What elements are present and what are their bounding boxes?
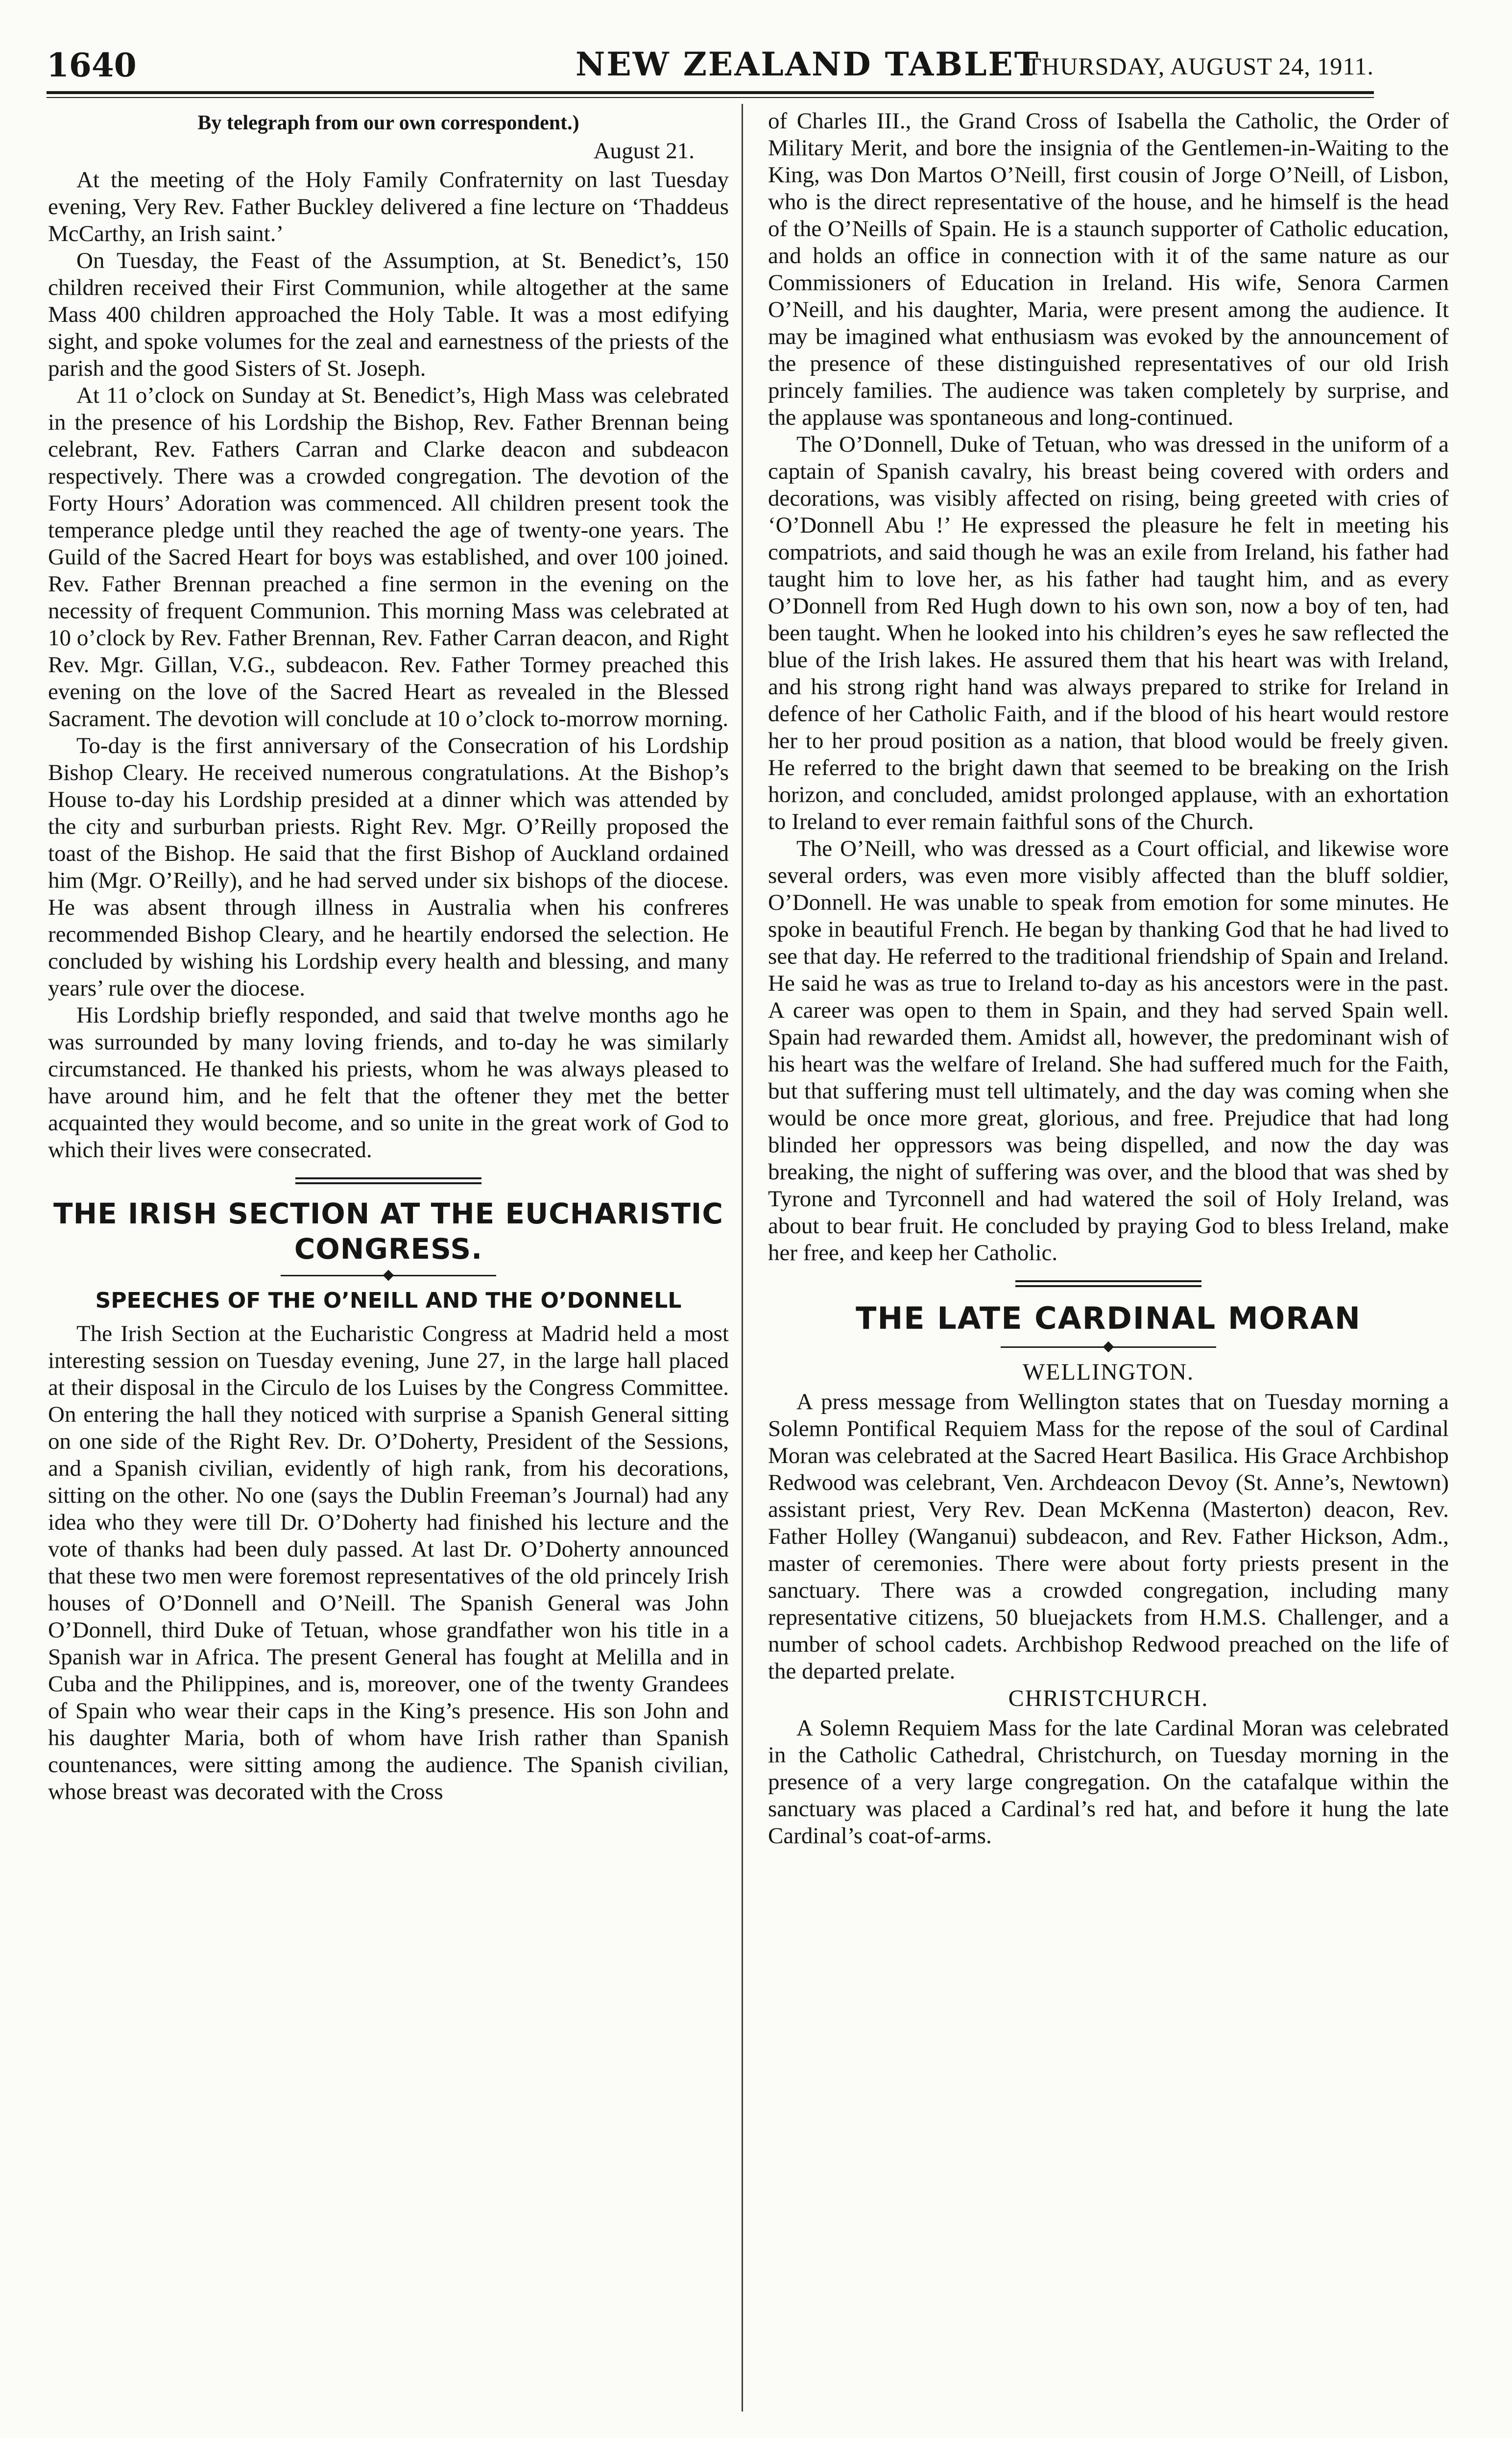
section-separator [295, 1177, 481, 1184]
masthead-rule [47, 91, 1374, 94]
article-paragraph: The Irish Section at the Eucharistic Congress at Madrid held a most interesting session on Tuesday evening, June 27, in the large hall placed at their disposal in the Circulo de los Luises by the Congress Committee. On entering the hall they noticed with surprise a Spanish General sitting on one side of the Right Rev. Dr. O’Doherty, President of the Sessions, and a Spanish civilian, evidently of high rank, from his decorations, sitting on the other. No one (says the Dublin Freeman’s Journal) had any idea who they were till Dr. O’Doherty had finished his lecture and the vote of thanks had been duly passed. At last Dr. O’Doherty announced that these two men were foremost representatives of the old princely Irish houses of O’Donnell and O’Neill. The Spanish General was John O’Donnell, third Duke of Tetuan, whose grandfather won his title in a Spanish war in Africa. The present General has fought at Melilla and in Cuba and the Philippines, and is, moreover, one of the twenty Grandees of Spain who wear their caps in the King’s presence. His son John and his daughter Maria, both of whom have Irish rather than Spanish countenances, were sitting among the audience. The Spanish civilian, whose breast was decorated with the Cross [48, 1321, 729, 1804]
article-paragraph: At 11 o’clock on Sunday at St. Benedict’s, High Mass was celebrated in the presence of his Lordship the Bishop, Rev. Father Brennan being celebrant, Rev. Fathers Carran and Clarke deacon and subdeacon respectively. There was a crowded congregation. The devotion of the Forty Hours’ Adoration was commenced. All children present took the temperance pledge until they reached the age of twenty-one years. The Guild of the Sacred Heart for boys was established, and over 100 joined. Rev. Father Brennan preached a fine sermon in the evening on the necessity of frequent Communion. This morning Mass was celebrated at 10 o’clock by Rev. Father Brennan, Rev. Father Carran deacon, and Right Rev. Mgr. Gillan, V.G., subdeacon. Rev. Father Tormey preached this evening on the love of the Sacred Heart as revealed in the Blessed Sacrament. The devotion will conclude at 10 o’clock to-morrow morning. [48, 383, 729, 731]
section-separator [1015, 1280, 1201, 1287]
article-paragraph: On Tuesday, the Feast of the Assumption, at St. Benedict’s, 150 children received their First Communion, while altogether at the same Mass 400 children approached the Holy Table. It was a most edifying sight, and spoke volumes for the zeal and earnestness of the priests of the parish and the good Sisters of St. Joseph. [48, 248, 729, 381]
article-paragraph: A press message from Wellington states that on Tuesday morning a Solemn Pontifical Requiem Mass for the repose of the soul of Cardinal Moran was celebrated at the Sacred Heart Basilica. His Grace Archbishop Redwood was celebrant, Ven. Archdeacon Devoy (St. Anne’s, Newtown) assistant priest, Very Rev. Dean McKenna (Masterton) deacon, Rev. Father Holley (Wanganui) subdeacon, and Rev. Father Hickson, Adm., master of ceremonies. There were about forty priests present in the sanctuary. There was a crowded congregation, including many representative citizens, 50 bluejackets from H.M.S. Challenger, and a number of school cadets. Archbishop Redwood preached on the life of the departed prelate. [768, 1389, 1449, 1684]
subheadline-speeches: SPEECHES OF THE O’NEILL AND THE O’DONNELL [95, 1288, 682, 1313]
article-paragraph: of Charles III., the Grand Cross of Isabella the Catholic, the Order of Military Merit, and bore the insignia of the Gentlemen-in-Waiting to the King, was Don Martos O’Neill, first cousin of Jorge O’Neill, of Lisbon, who is the direct representative of the house, and he himself is the head of the O’Neills of Spain. He is a staunch supporter of Catholic education, and holds an office in connection with it of the same nature as our Commissioners of Education in Ireland. His wife, Senora Carmen O’Neill, and his daughter, Maria, were present among the audience. It may be imagined what enthusiasm was evoked by the announcement of the presence of these distinguished representatives of our old Irish princely families. The audience was taken completely by surprise, and the applause was spontaneous and long-continued. [768, 108, 1449, 430]
masthead-rule-thin [47, 97, 1374, 98]
ornamental-rule [281, 1271, 496, 1279]
dispatch-date: August 21. [593, 138, 695, 164]
diamond-ornament-icon [1103, 1341, 1114, 1353]
headline-irish-section: THE IRISH SECTION AT THE EUCHARISTIC CONGRESS. [53, 1197, 723, 1266]
issue-date: THURSDAY, AUGUST 24, 1911. [1026, 52, 1374, 80]
left-column [48, 108, 729, 2420]
place-heading-wellington: WELLINGTON. [1022, 1359, 1195, 1385]
article-paragraph: The O’Donnell, Duke of Tetuan, who was dressed in the uniform of a captain of Spanish cavalry, his breast being covered with orders and decorations, was visibly affected on rising, being greeted with cries of ‘O’Donnell Abu !’ He expressed the pleasure he felt in meeting his compatriots, and said though he was an exile from Ireland, his father had taught him to love her, as his father had taught him, and as every O’Donnell from Red Hugh down to his own son, now a boy of ten, had been taught. When he looked into his children’s eyes he saw reflected the blue of the Irish lakes. He assured them that his heart was with Ireland, and his strong right hand was always prepared to strike for Ireland in defence of her Catholic Faith, and if the blood of his heart would restore her to her proud position as a nation, that blood would be freely given. He referred to the bright dawn that seemed to be breaking on the Irish horizon, and concluded, amidst prolonged applause, with an exhortation to Ireland to ever remain faithful sons of the Church. [768, 432, 1449, 834]
byline: By telegraph from our own correspondent.) [197, 112, 579, 134]
article-paragraph: His Lordship briefly responded, and said that twelve months ago he was surrounded by many loving friends, and to-day he was similarly circumstanced. He thanked his priests, whom he was always pleased to have around him, and he felt that the oftener they met the better acquainted they would become, and so unite in the great work of God to which their lives were consecrated. [48, 1002, 729, 1163]
newspaper-title: NEW ZEALAND TABLET [576, 45, 1040, 83]
place-heading-christchurch: CHRISTCHURCH. [1008, 1685, 1209, 1711]
column-divider [742, 104, 743, 2412]
headline-cardinal-moran: THE LATE CARDINAL MORAN [856, 1300, 1361, 1336]
article-paragraph: The O’Neill, who was dressed as a Court official, and likewise wore several orders, was even more visibly affected than the bluff soldier, O’Donnell. He was unable to speak from emotion for some minutes. He spoke in beautiful French. He began by thanking God that he had lived to see that day. He referred to the traditional friendship of Spain and Ireland. He said he was as true to Ireland to-day as his ancestors were in the past. A career was open to them in Spain, and they had served Spain well. Spain had rewarded them. Amidst all, however, the predominant wish of his heart was the welfare of Ireland. She had suffered much for the Faith, but that suffering must tell ultimately, and the day was coming when she would be once more great, glorious, and free. Prejudice that had long blinded her oppressors was being dispelled, and now the day was breaking, the night of suffering was over, and the blood that was shed by Tyrone and Tyrconnell and had watered the soil of Holy Ireland, was about to bear fruit. He concluded by praying God to bless Ireland, make her free, and keep her Catholic. [768, 836, 1449, 1266]
ornamental-rule [1001, 1343, 1216, 1351]
article-paragraph: A Solemn Requiem Mass for the late Cardinal Moran was celebrated in the Catholic Cathedral, Christchurch, on Tuesday morning in the presence of a very large congregation. On the catafalque within the sanctuary was placed a Cardinal’s red hat, and before it hung the late Cardinal’s coat-of-arms. [768, 1715, 1449, 1849]
article-paragraph: At the meeting of the Holy Family Confraternity on last Tuesday evening, Very Rev. Father Buckley delivered a fine lecture on ‘Thaddeus McCarthy, an Irish saint.’ [48, 167, 729, 246]
right-column [768, 108, 1449, 2420]
masthead [47, 45, 1374, 84]
article-paragraph: To-day is the first anniversary of the Consecration of his Lordship Bishop Cleary. He received numerous congratulations. At the Bishop’s House to-day his Lordship presided at a dinner which was attended by the city and surburban priests. Right Rev. Mgr. O’Reilly proposed the toast of the Bishop. He said that the first Bishop of Auckland ordained him (Mgr. O’Reilly), and he had served under six bishops of the diocese. He was absent through illness in Australia when his confreres recommended Bishop Cleary, and he heartily endorsed the selection. He concluded by wishing his Lordship every health and blessing, and many years’ rule over the diocese. [48, 733, 729, 1001]
page-number: 1640 [47, 46, 137, 84]
diamond-ornament-icon [383, 1270, 394, 1281]
